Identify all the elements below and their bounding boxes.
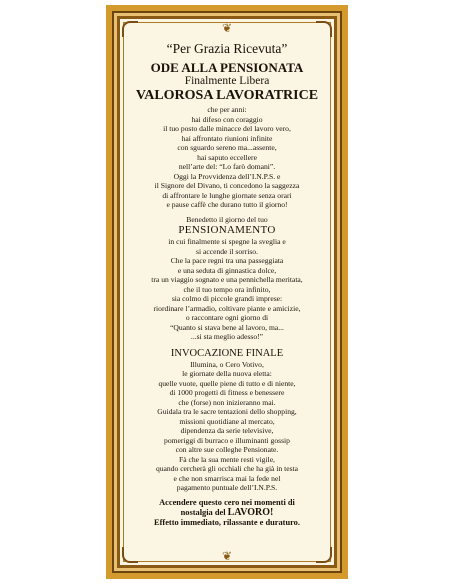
body-line: in cui finalmente si spegne la sveglia e <box>168 237 286 246</box>
body-line: si accende il sorriso. <box>196 246 258 256</box>
body-line: hai affrontato riunioni infinite <box>181 133 273 143</box>
body-line: riordinare l’armadio, coltivare piante e amicizie, <box>153 303 301 313</box>
body-line: pagamento puntuale dell’I.N.P.S. <box>176 483 278 492</box>
body-line: Fà che la sua mente resti vigile, <box>179 454 275 464</box>
prayer-block-2 <box>127 237 327 342</box>
body-line: le giornate della nuova eletta: <box>182 369 272 378</box>
body-line: Guidala tra le sacre tentazioni dello shopping, <box>157 407 297 416</box>
corner-ornament-icon <box>122 21 138 37</box>
votive-card <box>106 5 348 579</box>
body-line: che per anni: <box>207 105 247 114</box>
body-line: tra un viaggio sognato e una pennichella meritata, <box>151 275 303 284</box>
body-line: Che la pace regni tra una passeggiata <box>170 256 284 265</box>
body-line: hai saputo eccellere <box>197 152 257 162</box>
body-line: di 1000 progetti di fitness e benessere <box>169 388 285 397</box>
body-line: ...si sta meglio adesso!” <box>190 332 264 341</box>
body-line: e una seduta di ginnastica dolce, <box>177 265 277 275</box>
body-line: il tuo posto dalle minacce del lavoro vero, <box>163 124 291 133</box>
body-line: Oggi la Provvidenza dell’I.N.P.S. e <box>173 171 281 181</box>
valorosa-title: VALOROSA LAVORATRICE <box>135 88 319 103</box>
body-line: hai difeso con coraggio <box>191 114 263 124</box>
body-line: con altre sue colleghe Pensionate. <box>175 445 279 454</box>
closing-line-3: Effetto immediato, rilassante e duraturo. <box>154 517 300 527</box>
corner-ornament-icon <box>316 21 332 37</box>
closing-line-1: Accendere questo cero nei momenti di <box>159 497 295 507</box>
body-line: e pause caffè che durano tutto il giorno! <box>166 200 288 209</box>
body-line: pomeriggi di burraco e illuminanti gossip <box>164 435 290 445</box>
body-line: quando cercherà gli occhiali che ha già in testa <box>155 464 299 473</box>
body-line: o raccontare ogni giorno di <box>185 313 269 322</box>
closing-line-2 <box>127 508 327 518</box>
body-line: il Signore del Divano, ti concedono la saggezza <box>154 181 300 190</box>
body-line: missioni quotidiane al mercato, <box>179 416 275 426</box>
invocazione-heading: INVOCAZIONE FINALE <box>170 347 284 359</box>
scroll-ornament-icon: ❦ <box>221 21 233 35</box>
body-line: nell’arte del: “Lo farò domani”. <box>178 162 276 171</box>
body-line: che il tuo tempo ora infinito, <box>183 284 271 294</box>
scroll-ornament-icon: ❦ <box>221 549 233 563</box>
pensionamento-heading: PENSIONAMENTO <box>178 224 276 236</box>
body-line: con sguardo sereno ma...assente, <box>177 143 277 152</box>
prayer-block-1 <box>127 105 327 210</box>
body-line: che (forse) non inizieranno mai. <box>178 397 276 407</box>
closing-lavoro: LAVORO! <box>227 506 274 518</box>
body-line: dipendenza da serie televisive, <box>180 426 274 435</box>
body-line: e che non smarrisca mai la fede nel <box>173 473 281 483</box>
subtitle: Finalmente Libera <box>184 75 270 87</box>
prayer-panel <box>119 18 335 566</box>
corner-ornament-icon <box>316 547 332 563</box>
corner-ornament-icon <box>122 547 138 563</box>
body-line: quelle vuote, quelle piene di tutto e di niente, <box>158 378 296 388</box>
block2-intro: Benedetto il giorno del tuo <box>186 214 268 224</box>
body-line: Illumina, o Cero Votivo, <box>190 359 264 369</box>
body-line: “Quanto si stava bene al lavoro, ma... <box>170 322 284 332</box>
closing-prefix: nostalgia del <box>180 507 228 517</box>
body-line: sia colmo di piccole grandi imprese: <box>171 294 283 303</box>
body-line: di affrontare le lunghe giornate senza orari <box>162 190 292 200</box>
prayer-block-3 <box>127 360 327 493</box>
ode-title: ODE ALLA PENSIONATA <box>150 60 304 75</box>
card-heading: “Per Grazia Ricevuta” <box>166 41 288 56</box>
